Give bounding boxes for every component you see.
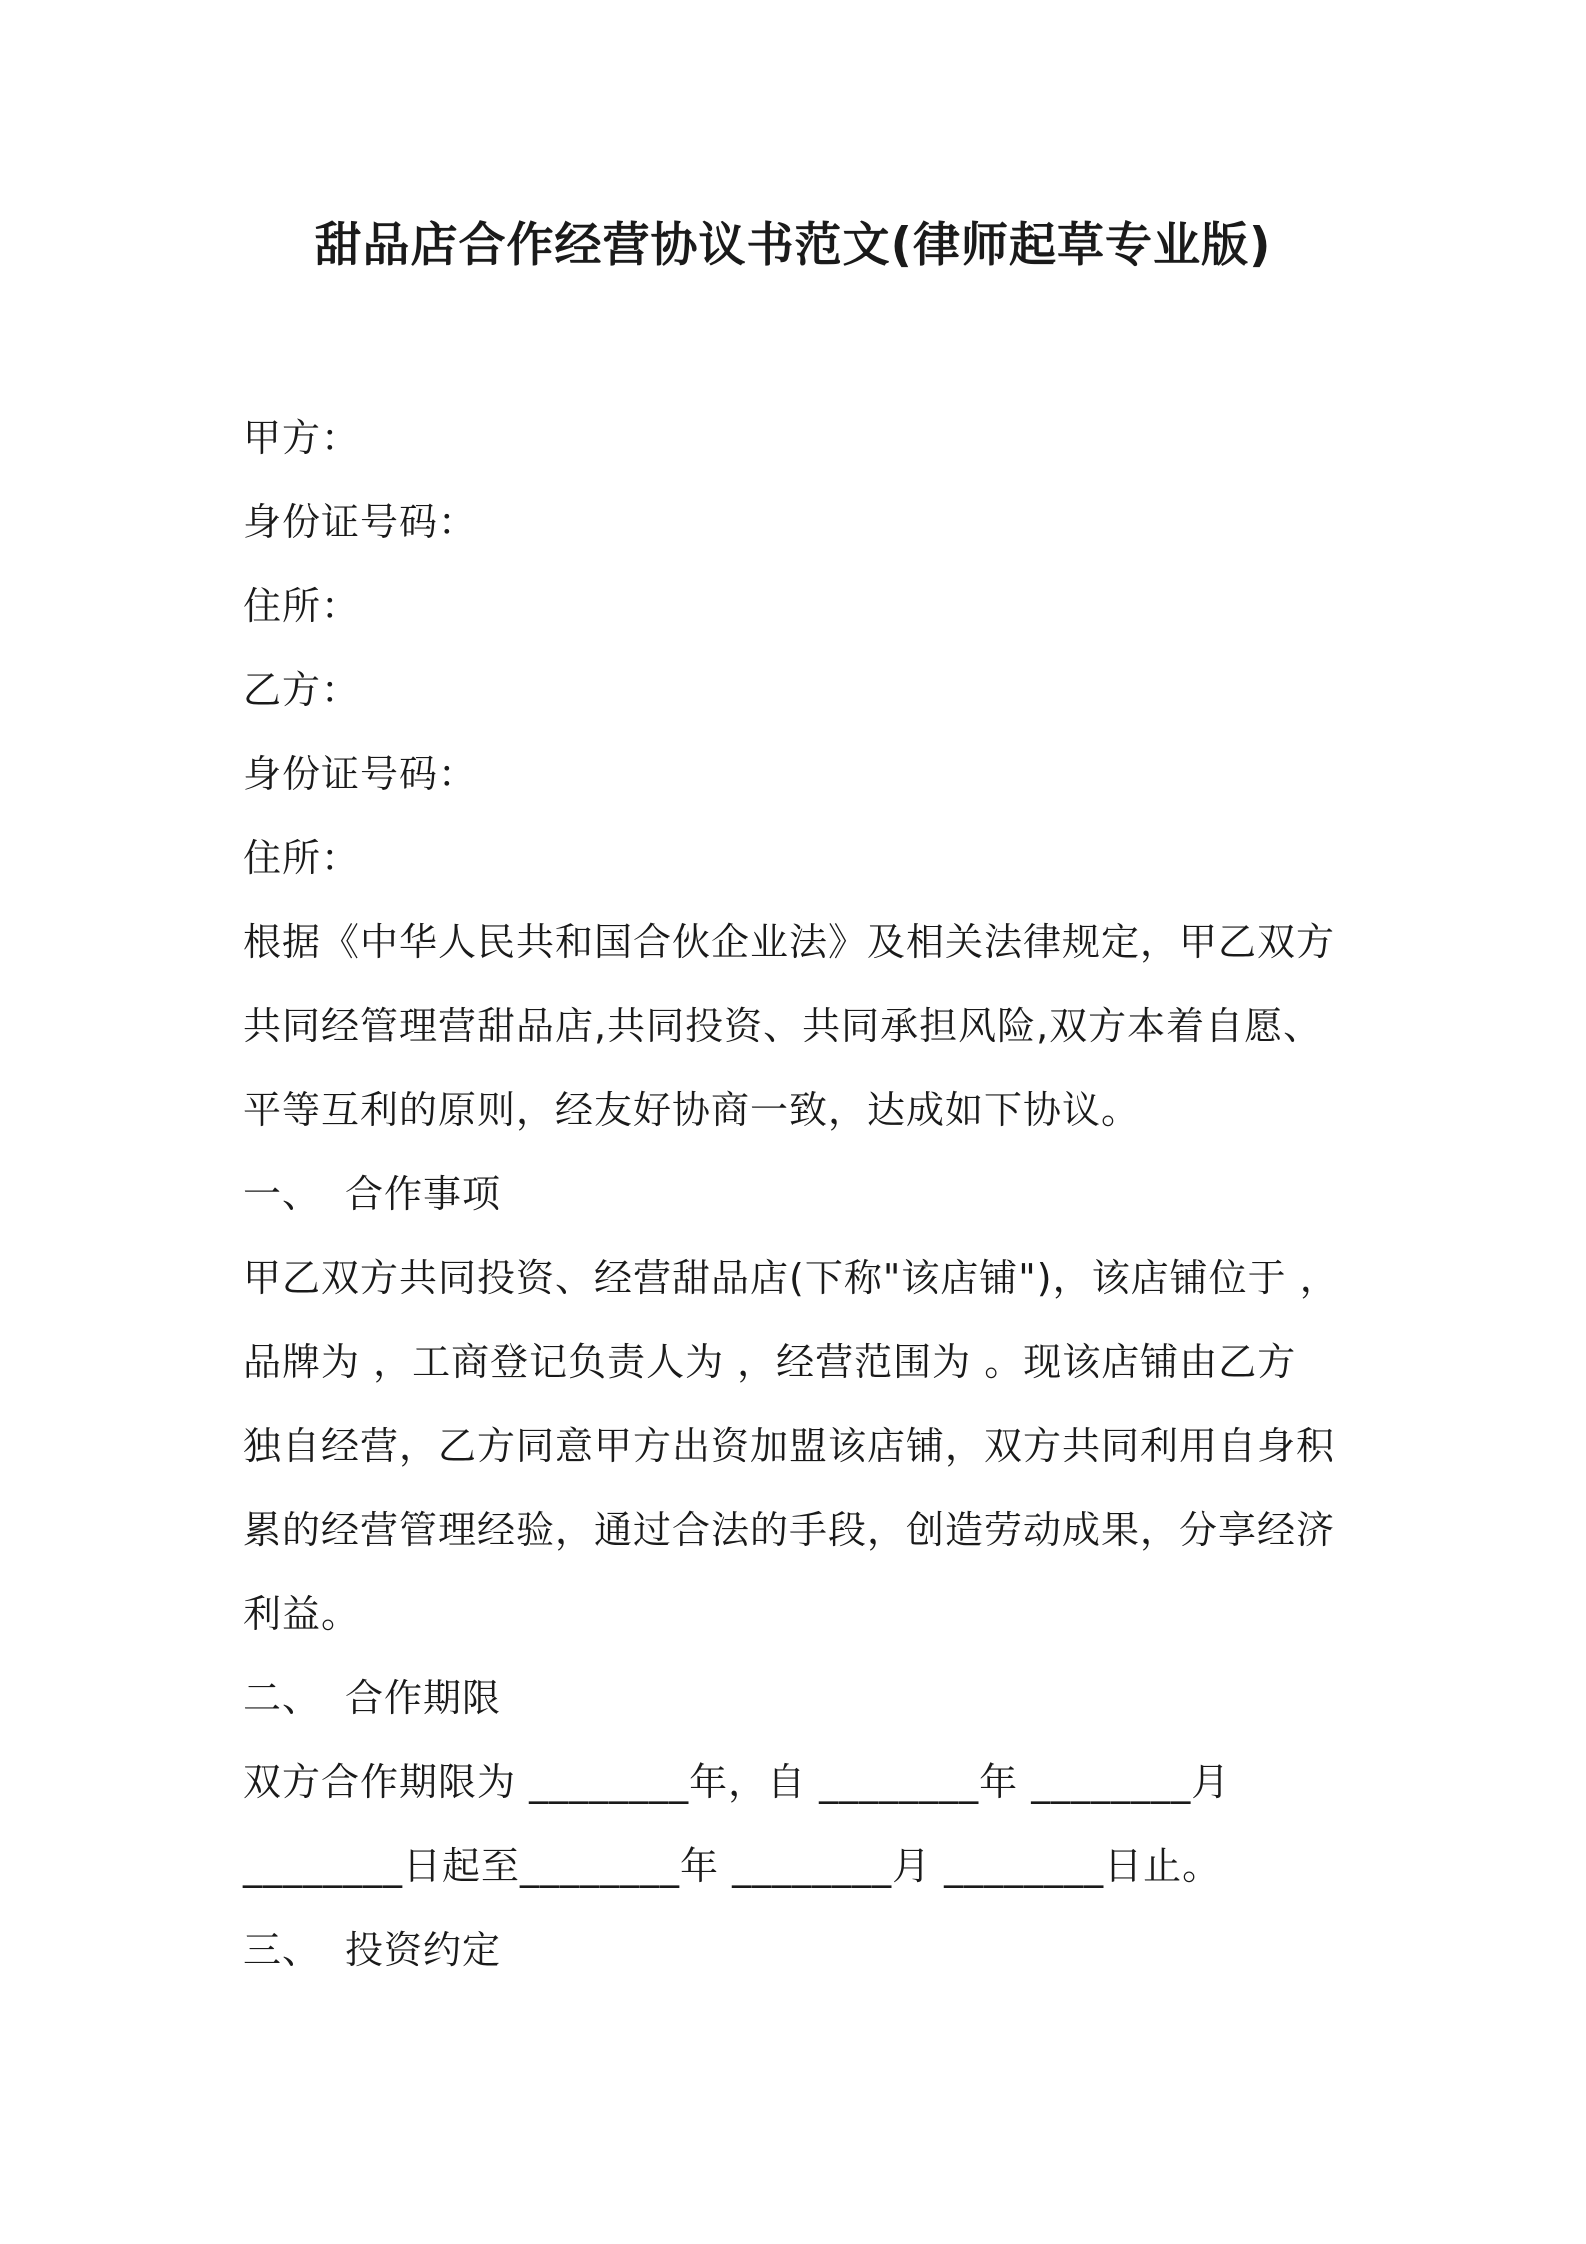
section-2-line: ________日起至________年 ________月 ________日止。 [243, 1844, 1222, 1888]
section-1-line: 品牌为 ，工商登记负责人为 ，经营范围为 。现该店铺由乙方 [243, 1340, 1297, 1384]
section-1-line: 独自经营，乙方同意甲方出资加盟该店铺，双方共同利用自身积 [243, 1424, 1336, 1468]
section-2-heading [243, 1672, 501, 1724]
section-1-line: 利益。 [243, 1592, 361, 1636]
party-b-label: 乙方： [243, 668, 361, 712]
intro-line: 共同经管理营甜品店,共同投资、共同承担风险,双方本着自愿、 [243, 1004, 1323, 1048]
section-1-heading [243, 1168, 501, 1220]
section-3-number: 三、 [243, 1928, 322, 1972]
section-3-heading [243, 1924, 501, 1976]
party-a-label: 甲方： [243, 416, 361, 460]
intro-line: 平等互利的原则，经友好协商一致，达成如下协议。 [243, 1088, 1141, 1132]
section-1-number: 一、 [243, 1172, 322, 1216]
document-title: 甜品店合作经营协议书范文(律师起草专业版) [314, 218, 1272, 273]
party-b-address-label: 住所： [243, 836, 361, 880]
intro-line: 根据《中华人民共和国合伙企业法》及相关法律规定，甲乙双方 [243, 920, 1336, 964]
section-2-number: 二、 [243, 1676, 322, 1720]
section-1-line: 累的经营管理经验，通过合法的手段，创造劳动成果，分享经济 [243, 1508, 1336, 1552]
section-2-title: 合作期限 [345, 1676, 502, 1720]
section-2-line: 双方合作期限为 ________年，自 ________年 ________月 [243, 1760, 1231, 1804]
party-b-id-label: 身份证号码： [243, 752, 478, 796]
section-1-title: 合作事项 [345, 1172, 502, 1216]
section-3-title: 投资约定 [345, 1928, 502, 1972]
section-1-line: 甲乙双方共同投资、经营甜品店(下称"该店铺")，该店铺位于 ， [243, 1256, 1339, 1300]
party-a-address-label: 住所： [243, 584, 361, 628]
party-a-id-label: 身份证号码： [243, 500, 478, 544]
